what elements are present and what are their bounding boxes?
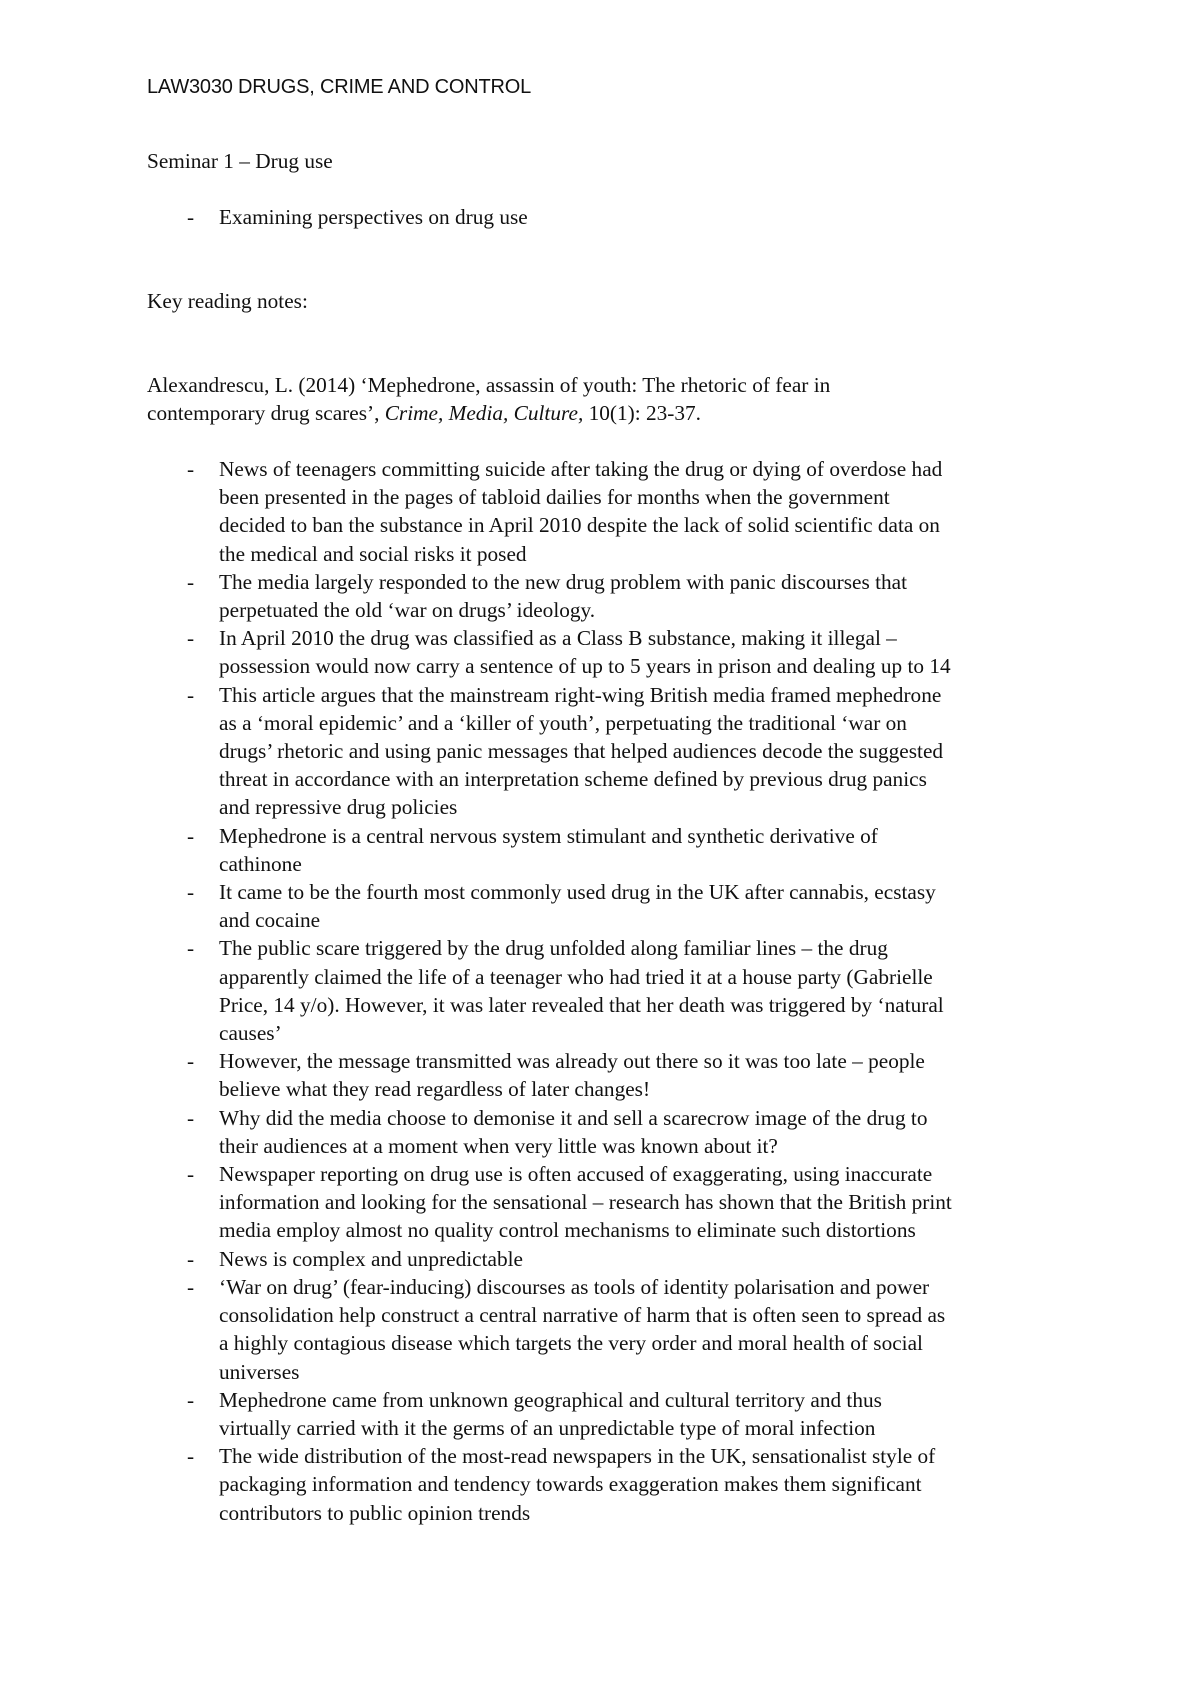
dash-marker: - — [187, 1387, 195, 1412]
dash-marker: - — [187, 1246, 195, 1271]
note-line: Price, 14 y/o). However, it was later revealed that her death was triggered by ‘natural — [219, 992, 944, 1017]
dash-marker: - — [187, 682, 195, 707]
dash-marker: - — [187, 880, 195, 905]
list-item — [147, 681, 1077, 822]
list-item — [147, 1104, 1077, 1160]
note-line: The public scare triggered by the drug unfolded along familiar lines – the drug — [219, 936, 888, 961]
note-line: causes’ — [219, 1021, 282, 1046]
dash-marker: - — [187, 1274, 195, 1299]
note-line: apparently claimed the life of a teenager who had tried it at a house party (Gabrielle — [219, 964, 933, 989]
note-line: ‘War on drug’ (fear-inducing) discourses as tools of identity polarisation and power — [219, 1274, 930, 1299]
dash-marker: - — [187, 1049, 195, 1074]
list-item — [147, 624, 1077, 680]
note-line: and cocaine — [219, 908, 321, 933]
note-line: consolidation help construct a central narrative of harm that is often seen to spread as — [219, 1303, 946, 1328]
document-page — [147, 0, 1077, 1525]
dash-marker: - — [187, 626, 195, 651]
note-line: It came to be the fourth most commonly used drug in the UK after cannabis, ecstasy — [219, 880, 936, 905]
course-title: LAW3030 DRUGS, CRIME AND CONTROL — [147, 76, 532, 98]
note-line: News of teenagers committing suicide after taking the drug or dying of overdose had — [219, 457, 943, 481]
note-line: the medical and social risks it posed — [219, 541, 527, 566]
note-line: threat in accordance with an interpretation scheme defined by previous drug panics — [219, 767, 927, 792]
note-line: The media largely responded to the new drug problem with panic discourses that — [219, 569, 908, 594]
note-line: their audiences at a moment when very little was known about it? — [219, 1133, 778, 1158]
note-line: virtually carried with it the germs of an unpredictable type of moral infection — [219, 1415, 876, 1440]
dash-marker: - — [187, 1105, 195, 1130]
list-item — [147, 455, 1077, 568]
note-line: possession would now carry a sentence of up to 5 years in prison and dealing up to 14 — [219, 654, 951, 679]
dash-marker: - — [187, 205, 195, 229]
note-line: and repressive drug policies — [219, 795, 458, 820]
list-item — [147, 1047, 1077, 1103]
list-item — [147, 822, 1077, 878]
seminar-topic — [147, 203, 1077, 231]
list-item — [147, 1273, 1077, 1386]
note-line: The wide distribution of the most-read newspapers in the UK, sensationalist style of — [219, 1444, 936, 1469]
note-line: contributors to public opinion trends — [219, 1500, 531, 1525]
list-item — [147, 1245, 1077, 1273]
note-line: Mephedrone is a central nervous system stimulant and synthetic derivative of — [219, 823, 878, 848]
note-line: a highly contagious disease which targets the very order and moral health of social — [219, 1331, 923, 1356]
list-item — [147, 1442, 1077, 1527]
key-reading-heading: Key reading notes: — [147, 289, 308, 313]
dash-marker: - — [187, 569, 195, 594]
list-item — [147, 1386, 1077, 1442]
citation-line-2 — [147, 399, 1047, 427]
reading-citation — [147, 371, 1047, 427]
dash-marker: - — [187, 457, 195, 481]
dash-marker: - — [187, 1444, 195, 1469]
note-line: believe what they read regardless of later changes! — [219, 1077, 651, 1102]
list-item — [147, 934, 1077, 1047]
citation-line-1: Alexandrescu, L. (2014) ‘Mephedrone, assassin of youth: The rhetoric of fear in — [147, 373, 831, 397]
note-line: This article argues that the mainstream right-wing British media framed mephedrone — [219, 682, 942, 707]
note-line: packaging information and tendency towards exaggeration makes them significant — [219, 1472, 922, 1497]
reading-notes-list — [147, 455, 1077, 1527]
note-line: as a ‘moral epidemic’ and a ‘killer of youth’, perpetuating the traditional ‘war on — [219, 710, 907, 735]
note-line: media employ almost no quality control mechanisms to eliminate such distortions — [219, 1218, 916, 1243]
list-item — [147, 568, 1077, 624]
dash-marker: - — [187, 936, 195, 961]
citation-journal: Crime, Media, Culture, — [384, 401, 584, 426]
note-line: drugs’ rhetoric and using panic messages that helped audiences decode the suggested — [219, 739, 944, 764]
note-line: News is complex and unpredictable — [219, 1246, 523, 1271]
seminar-title: Seminar 1 – Drug use — [147, 149, 333, 173]
note-line: been presented in the pages of tabloid dailies for months when the government — [219, 485, 890, 510]
note-line: decided to ban the substance in April 2010 despite the lack of solid scientific data on — [219, 513, 940, 538]
seminar-topic-text: Examining perspectives on drug use — [219, 205, 528, 229]
note-line: perpetuated the old ‘war on drugs’ ideology. — [219, 598, 596, 623]
dash-marker: - — [187, 1162, 195, 1187]
note-line: In April 2010 the drug was classified as a Class B substance, making it illegal – — [219, 626, 897, 651]
note-line: cathinone — [219, 851, 302, 876]
note-line: Why did the media choose to demonise it and sell a scarecrow image of the drug to — [219, 1105, 928, 1130]
citation-line-2-prefix: contemporary drug scares’, — [147, 401, 385, 426]
list-item — [147, 1160, 1077, 1245]
list-item — [147, 878, 1077, 934]
dash-marker: - — [187, 823, 195, 848]
note-line: Newspaper reporting on drug use is often accused of exaggerating, using inaccurate — [219, 1162, 933, 1187]
note-line: Mephedrone came from unknown geographical and cultural territory and thus — [219, 1387, 882, 1412]
note-line: However, the message transmitted was already out there so it was too late – people — [219, 1049, 925, 1074]
citation-line-2-suffix: 10(1): 23-37. — [583, 401, 701, 426]
note-line: universes — [219, 1359, 300, 1384]
note-line: information and looking for the sensational – research has shown that the British print — [219, 1190, 952, 1215]
